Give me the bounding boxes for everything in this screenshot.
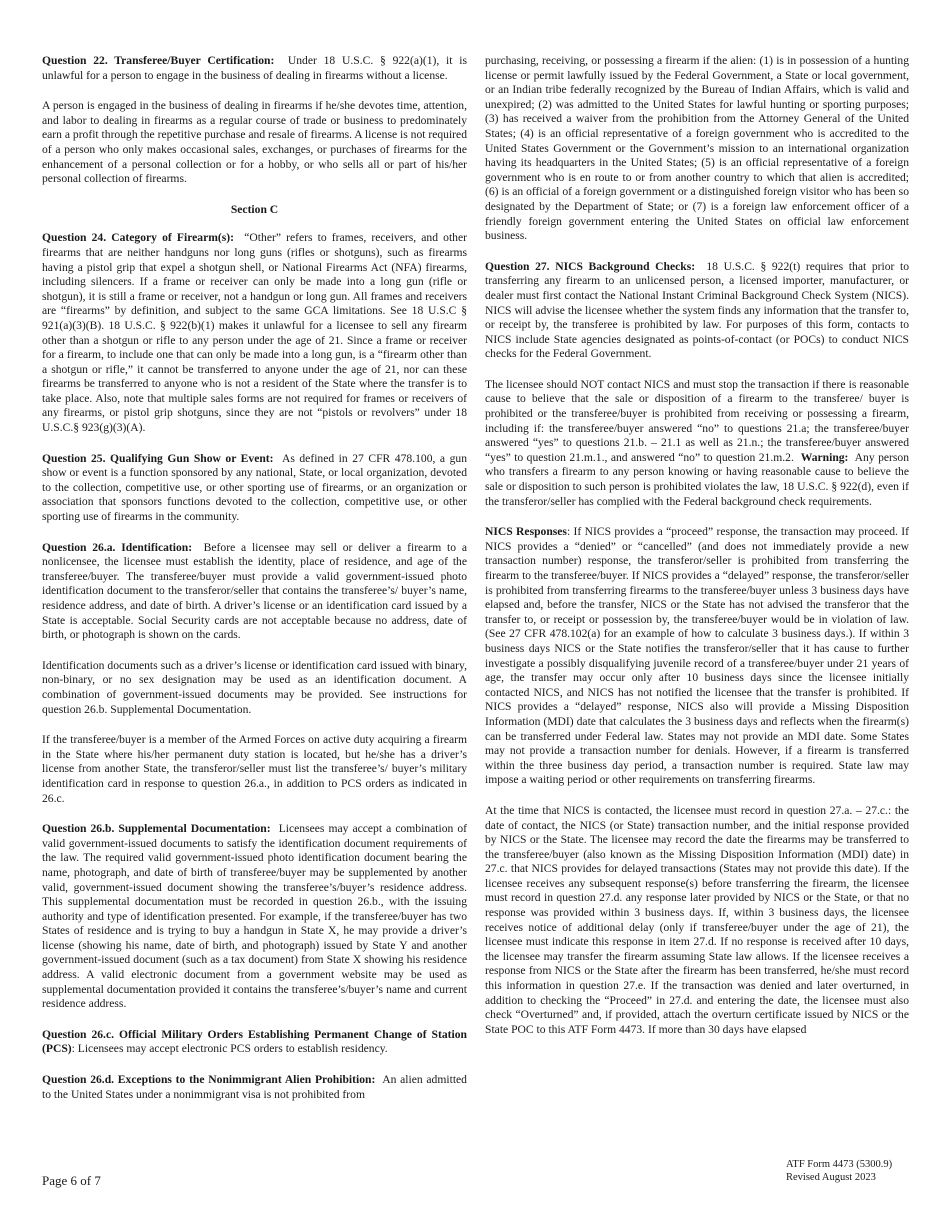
nics-responses-text: : If NICS provides a “proceed” response, the transaction may proceed. If NICS provides a “denied” or “cancelled” (and does not immediately provide a new transaction number) response, the transferor/seller is prohibited from transferring the firearm to the transferee/buyer. If NICS provides a “delayed” response, the transferor/seller is prohibited from transferring firearms to the transferee/buyer unless 3 business days have elapsed and, before the transfer, NICS or the State has not advised the transferor that the transfer to, or receipt or possession by, the transferee/buyer would be in violation of law. (See 27 CFR 478.102(a) for an example of how to calculate 3 business days.). If within 3 business days NICS or the State notifies the transferor/seller that it has cause to further investigate a possibly disqualifying juvenile record of a transferee/buyer under 21 years of age, the transfer may occur only after 10 business days since the licensee initially contacted NICS, and NICS has not notified the licensee that the transfer is prohibited. If NICS provides a “delayed” response, NICS also will provide a Missing Disposition Information (MDI) date that calculates the 3 business days and reflects when the firearm(s) can be transferred under Federal law. States may not provide an MDI date. Some States may not provide a transaction number for denials. However, if a firearm is transferred within the three business day period, a transaction number is required. State law may impose a waiting period or other requirements on transferring firearms. <box>485 525 909 787</box>
q26d-paragraph <box>42 1073 467 1102</box>
q24-text: “Other” refers to frames, receivers, and other firearms that are neither handguns nor long guns (rifles or shotguns), such as firearms having a pistol grip that expel a shotgun shell, or National Firearms Act (NFA) firearms, including silencers. If a frame or receiver can only be made into a long gun (rifle or shotgun), it is still a frame or receiver, not a handgun or long gun. All frames and receivers are “firearms” by definition, and subject to the same GCA limitations. See 18 U.S.C § 921(a)(3)(B). 18 U.S.C. § 922(b)(1) makes it unlawful for a licensee to sell any firearm other than a shotgun or rifle to any person under the age of 21. Since a frame or receiver for a firearm, to include one that can only be made into a long gun, is a “firearm other than a shotgun or rifle,” it cannot be transferred to anyone under the age of 21, nor can these firearms be transferred to anyone who is not a resident of the State where the transfer is to take place. Also, note that multiple sales forms are not required for frames or receivers of any firearms, or pistol grip shotguns, since they are not “pistols or revolvers” under 18 U.S.C.§ 923(g)(3)(A). <box>42 231 467 435</box>
form-number: ATF Form 4473 (5300.9) <box>786 1159 893 1170</box>
nics-responses-heading: NICS Responses <box>485 525 567 539</box>
q22-heading: Question 22. Transferee/Buyer Certification: <box>42 54 275 67</box>
q27-paragraph-2 <box>485 378 909 509</box>
q22-text: Under 18 U.S.C. § 922(a)(1), it is unlawful for a person to engage in the business of dealing in firearms without a license. <box>42 54 467 82</box>
q25-text: As defined in 27 CFR 478.100, a gun show or event is a function sponsored by any national, State, or local organization, devoted to the collection, competitive use, or other sporting use of firearms, or an organization or association that sponsors functions devoted to the collection, competitive use, or other sporting use of firearms in the community. <box>42 451 467 524</box>
page-number: Page 6 of 7 <box>42 1173 101 1188</box>
q26c-text: : Licensees may accept electronic PCS orders to establish residency. <box>71 1042 388 1056</box>
section-title: Section C <box>230 202 279 216</box>
q26d-continued: purchasing, receiving, or possessing a firearm if the alien: (1) is in possession of a hunting license or permit lawfully issued by the Federal Government, a State or local government, or an Indian tribe federally recognized by the Bureau of Indian Affairs, which is valid and unexpired; (2) was admitted to the United States for lawful hunting or sporting purposes; (3) has received a waiver from the prohibition from the Attorney General of the United States; (4) is an official representative of a foreign government who is accredited to the United States Government or the Government’s mission to an international organization having its headquarters in the United States; (5) is an official representative of a foreign government who is en route to or from another country to which that alien is accredited; (6) is an official of a foreign government or a distinguished foreign visitor who has been so designated by the Department of State; or (7) is a foreign law enforcement officer of a friendly foreign government entering the United States on official law enforcement business. <box>485 54 909 243</box>
q26b-text: Licensees may accept a combination of valid government-issued documents to satisfy the identification document requirements of the law. The required valid government-issued photo identification document bearing the name, photograph, and date of birth of transferee/buyer may be supplemented by another valid, government-issued document showing the transferee’s/buyer’s residence address. This supplemental documentation must be recorded in question 26.b., with the issuing authority and type of identification presented. For example, if the transferee/buyer has two States of residence and is trying to buy a handgun in State X, he may provide a driver’s license (showing his name, date of birth, and photograph) issued by State Y and another government-issued document (such as a tax document) from State X showing his residence address. A valid electronic document from a government website may be used as supplemental documentation provided it contains the transferee’s/buyer’s name and current residence address. <box>42 822 467 1011</box>
q26b-paragraph <box>42 822 467 1012</box>
q26a-paragraph <box>42 541 467 643</box>
q26a-paragraph-2: Identification documents such as a driver’s license or identification card issued with binary, non-binary, or no sex designation may be used as an identification document. A combination of government-issued documents may be provided. See instructions for question 26.b. Supplemental Documentation. <box>42 658 467 716</box>
warning-label: Warning: <box>800 450 849 464</box>
q27-text: 18 U.S.C. § 922(t) requires that prior to transferring any firearm to an unlicensed person, a licensed importer, manufacturer, or dealer must first contact the National Instant Criminal Background Check System (NICS). NICS will advise the licensee whether the system finds any information that the transfer to, or receipt by, the transferee is prohibited by law. For purposes of this form, contacts to NICS include State agencies designated as points-of-contact (or POCs) to conduct NICS checks for the Federal Government. <box>485 259 910 361</box>
q26b-heading: Question 26.b. Supplemental Documentation: <box>42 822 271 836</box>
q26d-heading: Question 26.d. Exceptions to the Nonimmigrant Alien Prohibition: <box>42 1073 376 1087</box>
q27-p2-text-before: The licensee should NOT contact NICS and must stop the transaction if there is reasonable cause to believe that the sale or disposition of a firearm to the transferee/ buyer is prohibited or the transferee/buyer is prohibited from receiving or possessing a firearm, including if: the transferee/buyer answered “no” to questions 21.a; the transferee/buyer answered “yes” to questions 21.b. – 21.1 as well as 21.n.; the transferee/buyer answered “yes” to question 21.m.1., and answered “no” to question 21.m.2. <box>485 377 909 464</box>
q26c-heading: Question 26.c. Official Military Orders Establishing Permanent Change of Station (PCS) <box>42 1027 467 1056</box>
revised-date: Revised August 2023 <box>786 1172 876 1183</box>
q26c-paragraph <box>42 1028 467 1057</box>
q26a-paragraph-3: If the transferee/buyer is a member of the Armed Forces on active duty acquiring a firearm in the State where his/her permanent duty station is located, but he/she has a driver’s license from another State, the transferor/seller must list the transferee’s/ buyer’s military identification card in response to question 26.a., in addition to PCS orders as indicated in 26.c. <box>42 733 467 805</box>
record-paragraph: At the time that NICS is contacted, the licensee must record in question 27.a. – 27.c.: the date of contact, the NICS (or State) transaction number, and the initial response provided by NICS or the State. The licensee may record the date the firearms may be transferred to the transferee/buyer (also known as the Missing Disposition Information (MDI) date) in 27.c. that NICS provides for delayed transactions (States may not provide this date). If the licensee receives any subsequent response(s) before transferring the firearm, the licensee must record in question 27.d. any response later provided by NICS or the State, or that no response was provided within 3 business days. If, within 3 business days, the licensee receives notice of additional delay (only if transferee/buyer under the age of 21), the licensee must indicate this response in item 27.d. If no response is received after 10 days, the licensee may transfer the firearm assuming State law allows. If the licensee receives a response from NICS or the State after the firearm has been transferred, he/she must record this information in question 27.e. If the transaction was denied and later overturned, in addition to checking the “Proceed” in 27.d. and entering the date, the licensee must also check “Overturned” and, if provided, attach the overturn certificate issued by NICS or the State POC to this ATF Form 4473. If more than 30 days have elapsed <box>485 803 909 1036</box>
q27-p2-text-after: Any person who transfers a firearm to any person knowing or having reasonable cause to believe the sale or disposition to such person is prohibited violates the law, 18 U.S.C. § 922(d), even if the transferor/seller has complied with the Federal background check requirements. <box>485 450 909 508</box>
q25-paragraph <box>42 452 467 525</box>
q24-heading: Question 24. Category of Firearm(s): <box>42 231 234 245</box>
q24-paragraph <box>42 231 467 435</box>
q26a-heading: Question 26.a. Identification: <box>42 540 193 554</box>
left-column <box>42 54 467 1118</box>
q27-heading: Question 27. NICS Background Checks: <box>485 259 696 273</box>
q22-paragraph <box>42 54 467 83</box>
right-column <box>485 54 909 1053</box>
q22-paragraph-2: A person is engaged in the business of dealing in firearms if he/she devotes time, attention, and labor to dealing in firearms as a regular course of trade or business to predominately earn a profit through the repetitive purchase and resale of firearms. A license is not required of a person who only makes occasional sales, exchanges, or purchases of firearms for the enhancement of a personal collection or for a hobby, or who sells all or part of his/her personal collection of firearms. <box>42 99 467 186</box>
q26a-text: Before a licensee may sell or deliver a firearm to a nonlicensee, the licensee must establish the identity, place of residence, and age of the transferee/buyer. The transferee/buyer must provide a valid government-issued photo identification document to the transferor/seller that contains the transferee’s/ buyer’s name, residence address, and date of birth. A driver’s license or an identification card issued by a State is acceptable. Social Security cards are not acceptable because no address, date of birth, or photograph is shown on the cards. <box>42 540 467 642</box>
form-info <box>786 1158 892 1184</box>
q26d-text: An alien admitted to the United States under a nonimmigrant visa is not prohibited from <box>42 1073 467 1101</box>
q25-heading: Question 25. Qualifying Gun Show or Event: <box>42 451 274 465</box>
nics-responses-paragraph <box>485 525 909 788</box>
q27-paragraph <box>485 260 909 362</box>
